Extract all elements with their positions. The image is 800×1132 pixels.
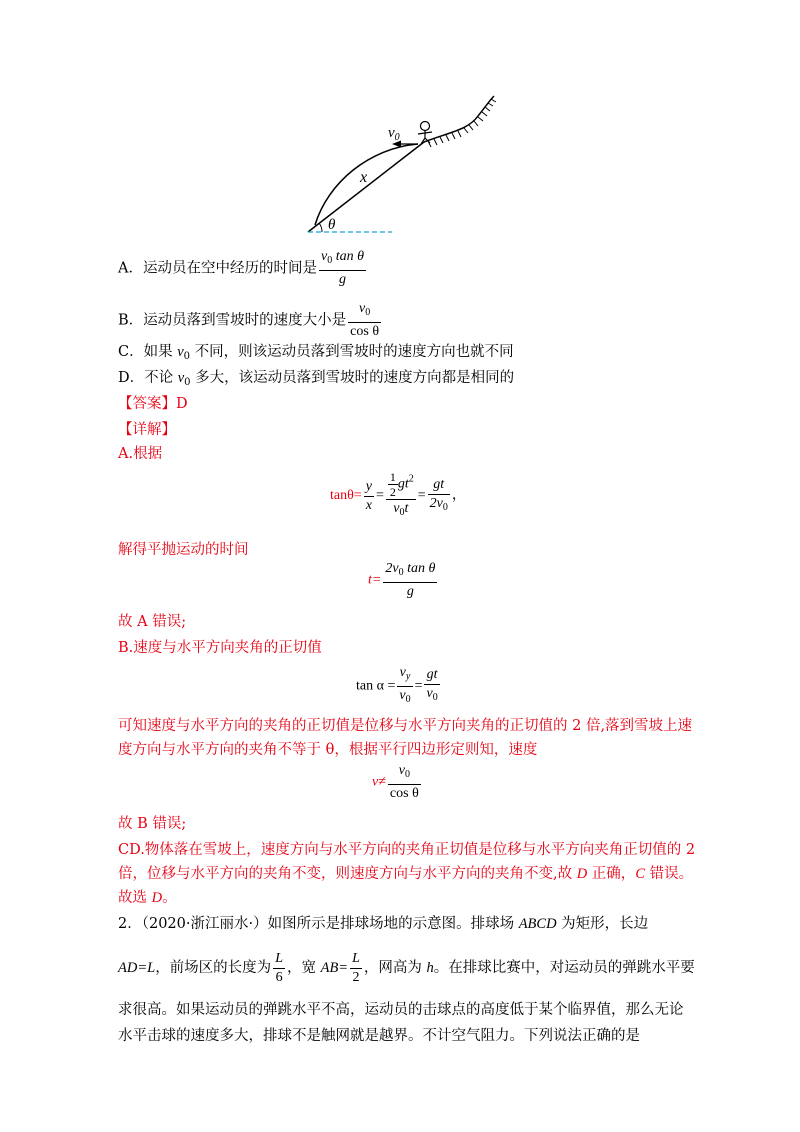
skier-icon	[418, 122, 432, 145]
solution-cd-para-2: 倍，位移与水平方向的夹角不变，则速度方向与水平方向的夹角不变,故 D 正确，C 错误。	[118, 866, 694, 882]
option-a-fraction: $\frac{v_0 \tan \theta}{g}$	[320, 249, 364, 287]
angle-arc	[319, 223, 322, 232]
equation-2: t= $\frac{2v_0 \tan \theta}{g}$	[368, 561, 436, 599]
detail-label: 【详解】	[118, 422, 176, 438]
question-2-line-2: AD=L，前场区的长度为 $\frac{L}{6}$ ，宽 AB= $\frac{L}{2}$ ，网高为 h。在排球比赛中，对运动员的弹跳水平要	[118, 950, 695, 985]
equation-4: v≠ $\frac{v_0}{\text{cos θ}}$	[372, 763, 419, 801]
option-d: D．不论 $v_0$ 多大，该运动员落到雪坡时的速度方向都是相同的	[118, 370, 515, 388]
solution-a-wrong: 故 A 错误;	[118, 614, 187, 630]
question-2-line-1: 2．（2020·浙江丽水·）如图所示是排球场地的示意图。排球场 ABCD 为矩形，长边	[118, 916, 649, 932]
solution-cd-para-1: CD.物体落在雪坡上，速度方向与水平方向的夹角正切值是位移与水平方向夹角正切值的 2	[118, 842, 696, 858]
solution-b-para-1: 可知速度与水平方向的夹角的正切值是位移与水平方向夹角的正切值的 2 倍,落到雪坡上速	[118, 718, 693, 734]
option-c: C．如果 $v_0$ 不同，则该运动员落到雪坡时的速度方向也就不同	[118, 344, 514, 362]
solution-time-line: 解得平抛运动的时间	[118, 542, 249, 558]
solution-b-wrong: 故 B 错误;	[118, 816, 187, 832]
theta-label: θ	[328, 217, 336, 233]
answer-line: 【答案】D	[118, 396, 188, 412]
solution-choose: 故选 D。	[118, 890, 177, 906]
slope-line	[308, 142, 424, 232]
solution-b-head: B.速度与水平方向夹角的正切值	[118, 640, 322, 656]
option-a: A．运动员在空中经历的时间是 $\frac{v_0 \tan \theta}{g}$	[118, 249, 364, 287]
ski-slope-figure	[300, 92, 505, 240]
upper-slope	[424, 96, 494, 142]
solution-a-head: A.根据	[118, 446, 163, 462]
question-2-line-3: 求很高。如果运动员的弹跳水平不高，运动员的击球点的高度低于某个临界值，那么无论	[118, 1002, 684, 1018]
equation-3: tan α = $\frac{v_y}{v_0}$ = $\frac{gt}{v_0}$	[356, 665, 438, 705]
option-b-fraction: $\frac{v_0}{\text{cos θ}}$	[350, 301, 380, 339]
option-b: B．运动员落到雪坡时的速度大小是 $\frac{v_0}{\text{cos θ}}$	[118, 301, 380, 339]
v0-label: $v_0$	[388, 125, 400, 143]
solution-b-para-2: 度方向与水平方向的夹角不等于 θ，根据平行四边形定则知，速度	[118, 742, 538, 758]
equation-1: tanθ= $\frac{y}{x}$ = $\frac{1}{2}$ $gt^2$ $v_0t$ = $\frac{gt}{2v_0}$ ，	[330, 470, 466, 518]
question-2-line-4: 水平击球的速度多大，排球不是触网就是越界。不计空气阻力。下列说法正确的是	[118, 1028, 640, 1044]
x-label: x	[360, 169, 368, 186]
